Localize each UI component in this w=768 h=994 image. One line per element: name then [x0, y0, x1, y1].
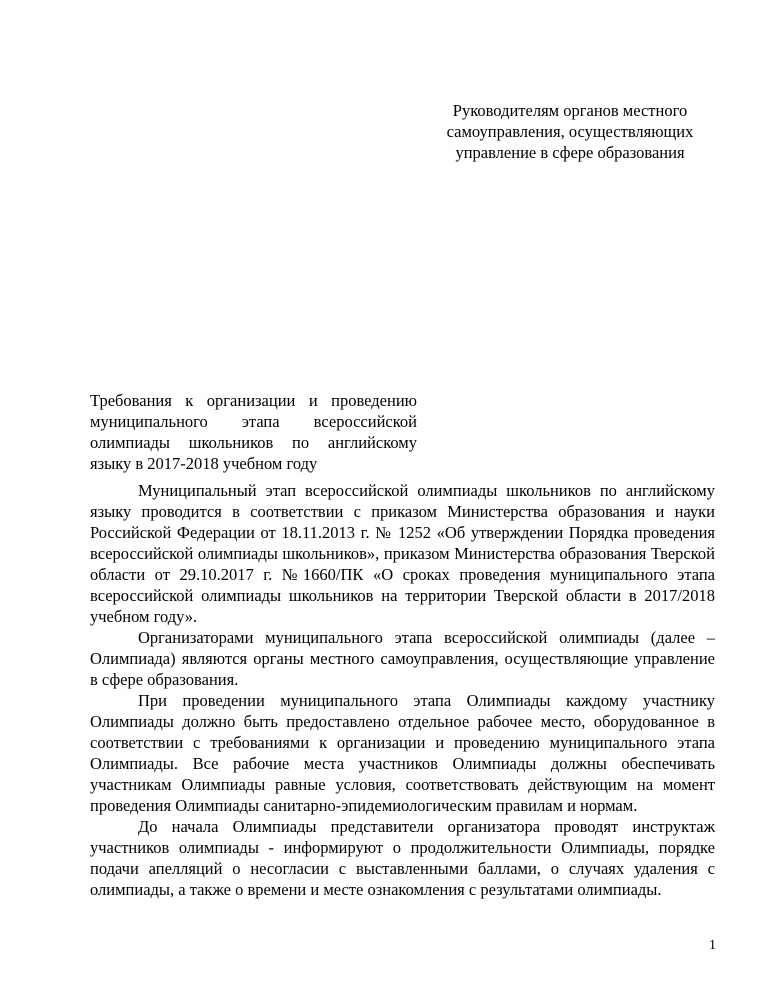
- subject-line: муниципального этапа всероссийской: [90, 412, 417, 431]
- subject-line: Требования к организации и проведению: [90, 391, 417, 410]
- body-paragraph: До начала Олимпиады представители организатора проводят инструктаж участников олимпиады - информируют о продолжительности Олимпиады, порядке подачи апелляций о несогласии с выставленными баллами, о случаях удаления с олимпиады, а также о времени и месте ознакомления с результатами олимпиады.: [90, 817, 715, 899]
- addressee-line: управление в сфере образования: [455, 143, 685, 162]
- subject-line: языку в 2017-2018 учебном году: [90, 454, 318, 473]
- body-paragraph: При проведении муниципального этапа Олимпиады каждому участнику Олимпиады должно быть предоставлено отдельное рабочее место, оборудованное в соответствии с требованиями к организации и проведению муниципального этапа Олимпиады. Все рабочие места участников Олимпиады должны обеспечивать участникам Олимпиады равные условия, соответствовать действующим на момент проведения Олимпиады санитарно-эпидемиологическим правилам и нормам.: [90, 691, 715, 815]
- subject-line: олимпиады школьников по английскому: [90, 433, 417, 452]
- addressee-block: [425, 100, 715, 163]
- body-paragraph: Организаторами муниципального этапа всероссийской олимпиады (далее – Олимпиада) являются органы местного самоуправления, осуществляющие управление в сфере образования.: [90, 628, 715, 689]
- addressee-line: Руководителям органов местного: [452, 101, 688, 120]
- document-body: [90, 480, 715, 900]
- page-number: 1: [709, 938, 716, 953]
- document-subject: [90, 390, 417, 474]
- addressee-line: самоуправления, осуществляющих: [446, 122, 694, 141]
- body-paragraph: Муниципальный этап всероссийской олимпиады школьников по английскому языку проводится в соответствии с приказом Министерства образования и науки Российской Федерации от 18.11.2013 г. № 1252 «Об утверждении Порядка проведения всероссийской олимпиады школьников», приказом Министерства образования Тверской области от 29.10.2017 г. №1660/ПК «О сроках проведения муниципального этапа всероссийской олимпиады школьников на территории Тверской области в 2017/2018 учебном году».: [90, 481, 715, 626]
